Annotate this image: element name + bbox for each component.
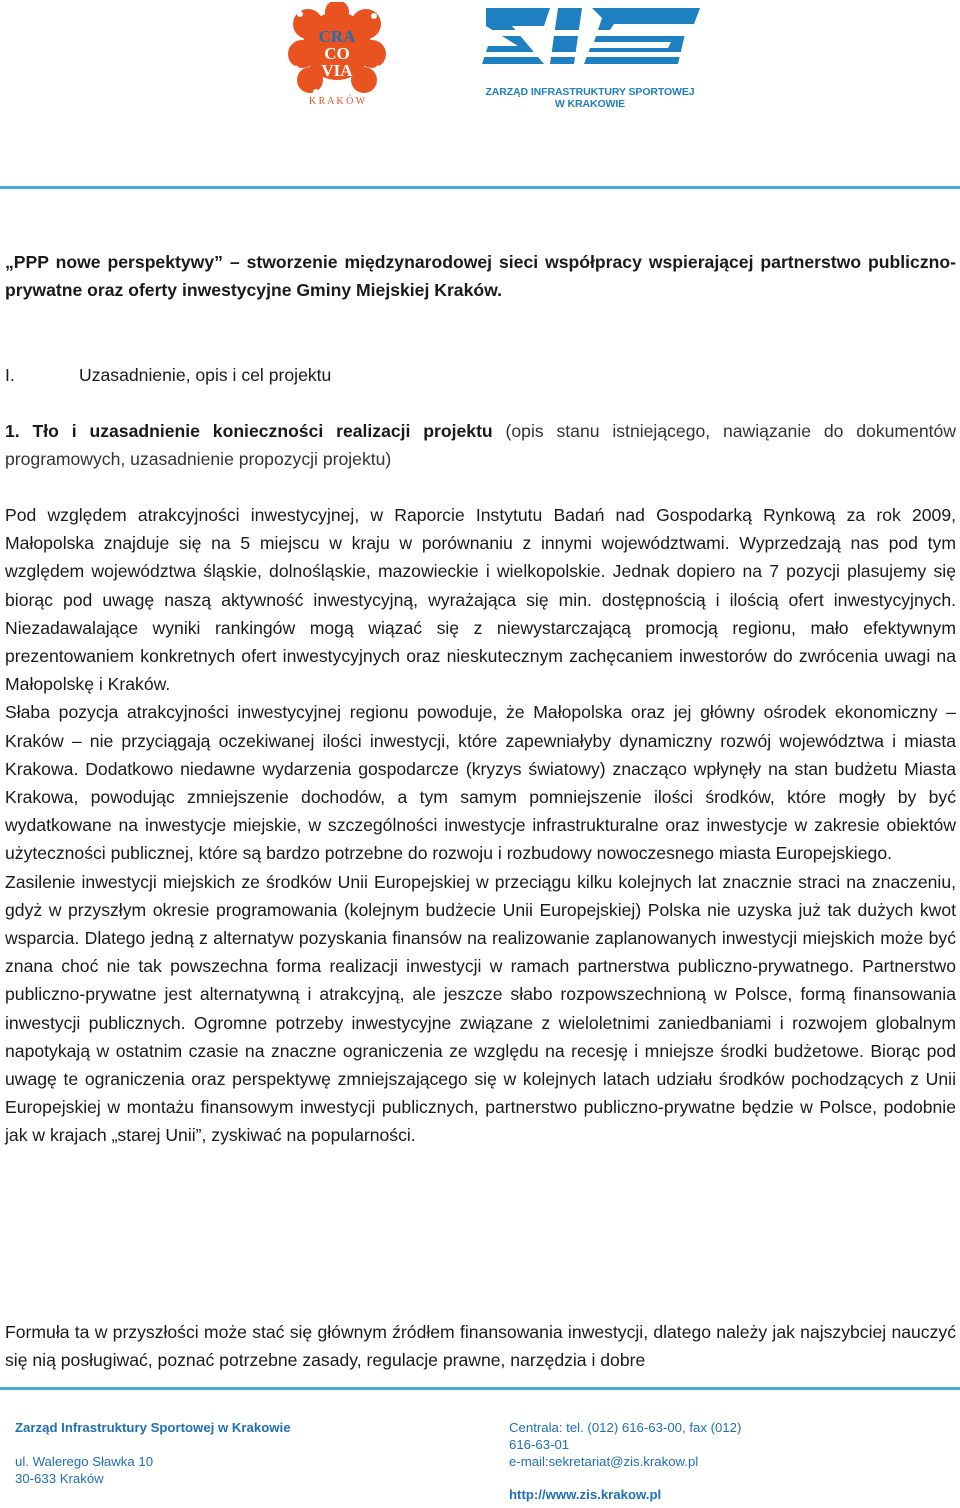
footer-address <box>15 1420 375 1487</box>
footer-phone-line1: Centrala: tel. (012) 616-63-00, fax (012) <box>509 1420 742 1435</box>
document-title-text: „PPP nowe perspektywy” – stworzenie międzynarodowej sieci współpracy wspierającej partnerstwo publiczno-prywatne oraz oferty inwestycyjne Gminy Miejskiej Kraków. <box>5 252 956 301</box>
point-description: (opis stanu istniejącego, nawiązanie do dokumentów programowych, uzasadnienie propozycji projektu) <box>5 421 957 470</box>
document-title <box>5 248 956 304</box>
footer-street: ul. Walerego Sławka 10 <box>15 1453 154 1469</box>
paragraph: Formuła ta w przyszłości może stać się głównym źródłem finansowania inwestycji, dlatego należy jak najszybciej nauczyć się nią posługiwać, poznać potrzebne zasady, regulacje prawne, narzędzia i dobre <box>5 1322 956 1371</box>
zis-caption-line2: W KRAKOWIE <box>554 98 626 110</box>
paragraph: Słaba pozycja atrakcyjności inwestycyjnej regionu powoduje, że Małopolska oraz jej główny ośrodek ekonomiczny – Kraków – nie przyciągają oczekiwanej ilości inwestycji, które zapewniałyby dynamiczny rozwój województwa i miasta Krakowa. Dodatkowo niedawne wydarzenia gospodarcze (kryzys światowy) znacząco wpłynęły na stan budżetu Miasta Krakowa, powodując zmniejszenie dochodów, a tym samym pomniejszenie ilości środków, które mogły by być wydatkowane na inwestycje miejskie, w szczególności inwestycje infrastrukturalne oraz inwestycje w zakresie obiektów użyteczności publicznej, które są bardzo potrzebne do rozwoju i rozbudowy nowoczesnego miasta Europejskiego. <box>5 702 956 864</box>
footer-email[interactable]: e-mail:sekretariat@zis.krakow.pl <box>509 1453 699 1469</box>
footer <box>0 1420 960 1508</box>
cracovia-line1: CRA <box>318 27 356 46</box>
body-text <box>5 501 956 1150</box>
point-title: Tło i uzasadnienie konieczności realizacji projektu <box>32 421 493 441</box>
point-number: 1. <box>5 421 20 441</box>
footer-website-link[interactable]: http://www.zis.krakow.pl <box>509 1487 662 1503</box>
cracovia-subtitle: K R A K Ó W <box>308 96 366 107</box>
cracovia-logo <box>286 2 388 108</box>
paragraph: Pod względem atrakcyjności inwestycyjnej, w Raporcie Instytutu Badań nad Gospodarką Rynkową za rok 2009, Małopolska znajduje się na 5 miejscu w kraju w porównaniu z innymi województwami. Wyprzedzają nas pod tym względem województwa śląskie, dolnośląskie, mazowieckie i wielkopolskie. Jednak dopiero na 7 pozycji plasujemy się biorąc pod uwagę naszą aktywność inwestycyjną, wyrażająca się min. dostępnością i ilością ofert inwestycyjnych. Niezadawalające wyniki rankingów mogą wiązać się z niewystarczającą promocją regionu, mało efektywnym prezentowaniem konkretnych ofert inwestycyjnych oraz nieskutecznym zachęcaniem inwestorów do zwrócenia uwagi na Małopolskę i Kraków. <box>5 505 956 695</box>
point-heading <box>5 417 956 473</box>
footer-city: 30-633 Kraków <box>15 1470 104 1486</box>
paragraph: Zasilenie inwestycji miejskich ze środków Unii Europejskiej w przeciągu kilku kolejnych lat znacznie straci na znaczeniu, gdyż w przyszłym okresie programowania (kolejnym budżecie Unii Europejskiej) Polska nie uzyska już tak dużych kwot wsparcia. Dlatego jedną z alternatyw pozyskania finansów na realizowanie zaplanowanych inwestycji miejskich może być znana choć nie tak powszechna forma realizacji inwestycji w ramach partnerstwa publiczno-prywatnego. Partnerstwo publiczno-prywatne jest alternatywną i atrakcyjną, ale jeszcze słabo rozpowszechnioną w Polsce, formą finansowania inwestycji publicznych. Ogromne potrzeby inwestycyjne związane z wieloletnimi zaniedbaniami i rozwojem globalnym napotykają w ostatnim czasie na znaczne ograniczenia ze względu na recesję i mniejsze środki budżetowe. Biorąc pod uwagę te ograniczenia oraz perspektywę zmniejszającego się w kolejnych latach udziału środków pochodzących z Unii Europejskiej w montażu finansowym inwestycji publicznych, partnerstwo publiczno-prywatne będzie w Polsce, podobnie jak w krajach „starej Unii”, zyskiwać na popularności. <box>5 871 956 1146</box>
footer-divider <box>0 1387 960 1390</box>
zis-caption-line1: ZARZĄD INFRASTRUKTURY SPORTOWEJ <box>485 86 695 98</box>
body-text-continued <box>5 1318 956 1374</box>
cracovia-line3: VIA <box>321 61 353 80</box>
section-heading <box>5 361 956 389</box>
section-title: Uzasadnienie, opis i cel projektu <box>79 365 332 385</box>
footer-contact <box>509 1420 799 1504</box>
cracovia-line2: CO <box>324 44 350 63</box>
section-number: I. <box>5 365 15 385</box>
footer-org-name: Zarząd Infrastruktury Sportowej w Krakowie <box>15 1420 291 1435</box>
header-divider <box>0 186 960 189</box>
footer-phone-line2: 616-63-01 <box>509 1436 570 1452</box>
